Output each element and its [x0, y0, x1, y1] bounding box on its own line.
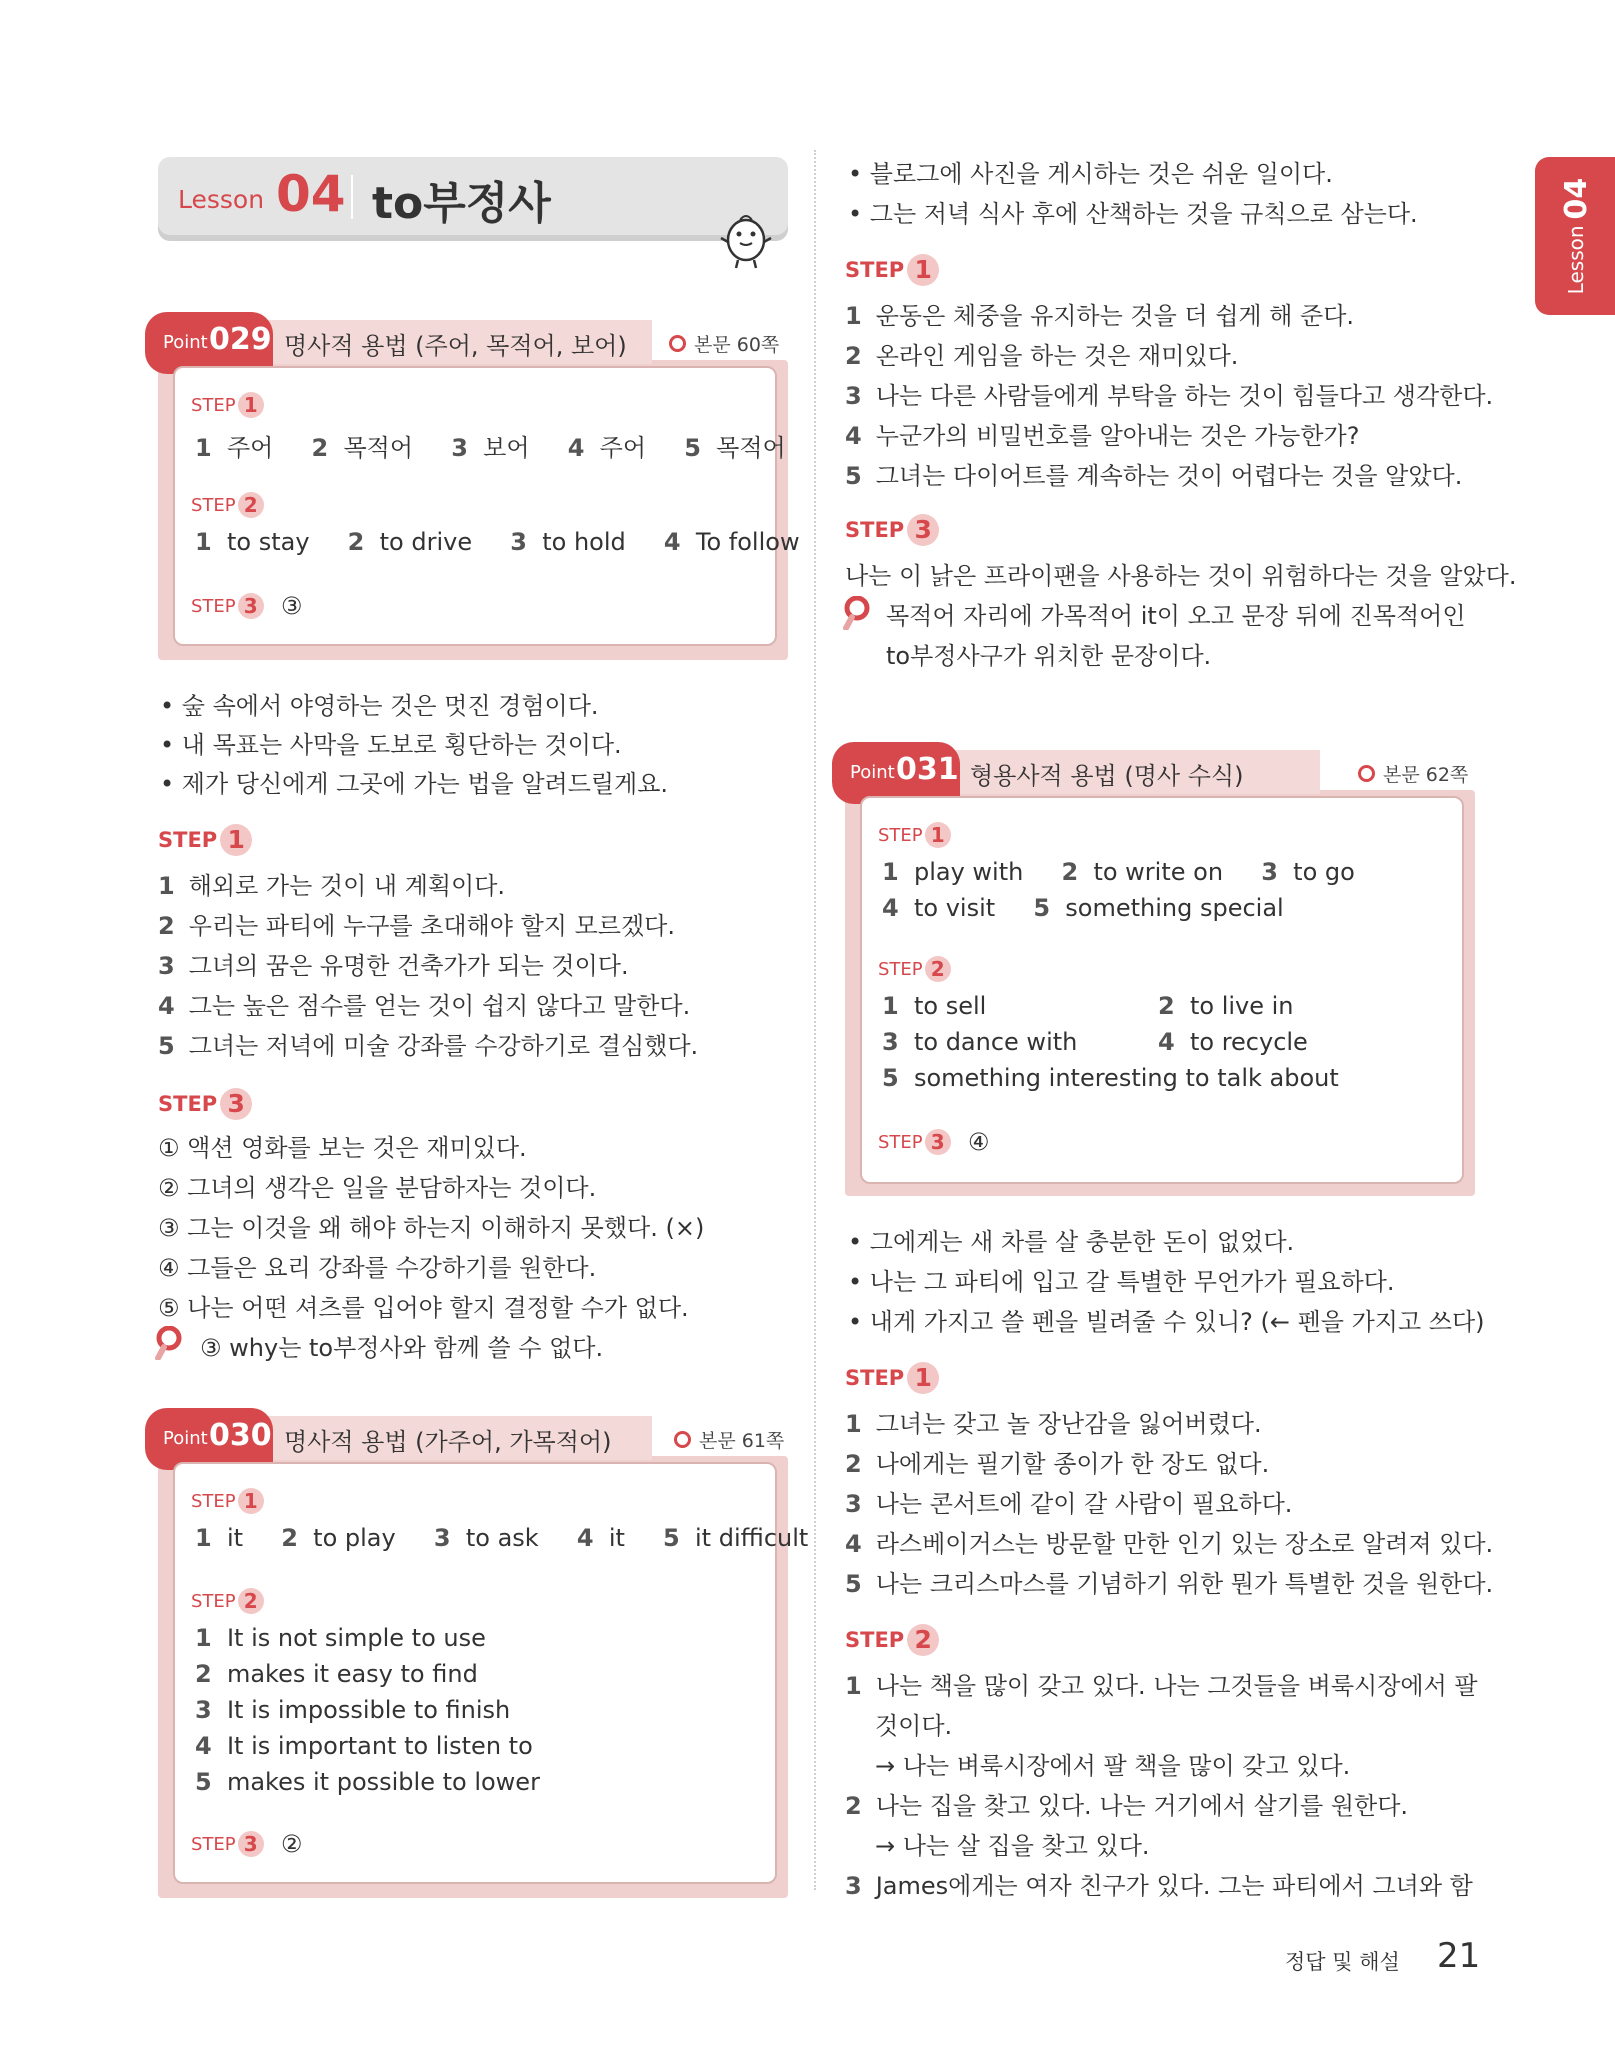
point031-step1-row: 4 to visit 5 something special — [882, 894, 1284, 922]
step-label: STEP 3 ④ — [878, 1128, 990, 1156]
answer-line: 4 그는 높은 점수를 얻는 것이 쉽지 않다고 말한다. — [158, 992, 691, 1020]
answer-line: 4 누군가의 비밀번호를 알아내는 것은 가능한가? — [845, 422, 1360, 450]
answer-line: 4 라스베이거스는 방문할 만한 인기 있는 장소로 알려져 있다. — [845, 1530, 1494, 1558]
point-number: 031 — [896, 752, 959, 787]
answer-line: → 나는 벼룩시장에서 팔 책을 많이 갖고 있다. — [875, 1752, 1351, 1780]
answer-line: 1 나는 책을 많이 갖고 있다. 나는 그것들을 벼룩시장에서 팔 — [845, 1672, 1478, 1700]
answer-line: 2 나는 집을 찾고 있다. 나는 거기에서 살기를 원한다. — [845, 1792, 1409, 1820]
point-label: Point — [850, 762, 895, 783]
bullet-line: • 그에게는 새 차를 살 충분한 돈이 없었다. — [848, 1228, 1295, 1256]
point030-step2-item: 2 makes it easy to find — [195, 1660, 478, 1688]
magnifier-icon — [154, 1326, 184, 1360]
point031-badge — [832, 742, 960, 804]
answer-line: ① 액션 영화를 보는 것은 재미있다. — [158, 1134, 527, 1162]
point030-step2-item: 5 makes it possible to lower — [195, 1768, 540, 1796]
answer-line: 5 나는 크리스마스를 기념하기 위한 뭔가 특별한 것을 원한다. — [845, 1570, 1494, 1598]
point031-step2-item: 3 to dance with — [882, 1028, 1078, 1056]
step-label: STEP 3 ③ — [191, 592, 303, 620]
answer-line: 3 나는 다른 사람들에게 부탁을 하는 것이 힘들다고 생각한다. — [845, 382, 1494, 410]
ref-circle-icon — [674, 1431, 691, 1448]
step-heading: STEP 1 — [158, 824, 252, 856]
point031-card — [860, 796, 1464, 1184]
step-label: STEP 1 — [191, 1488, 264, 1514]
explanation-note: 목적어 자리에 가목적어 it이 오고 문장 뒤에 진목적어인 — [886, 602, 1466, 630]
point031-step2-item: 5 something interesting to talk about — [882, 1064, 1339, 1092]
answer-line: 2 온라인 게임을 하는 것은 재미있다. — [845, 342, 1239, 370]
bullet-line: • 블로그에 사진을 게시하는 것은 쉬운 일이다. — [848, 160, 1333, 188]
step-label: STEP 1 — [191, 392, 264, 418]
step-heading: STEP 2 — [845, 1624, 939, 1656]
bullet-line: • 그는 저녁 식사 후에 산책하는 것을 규칙으로 삼는다. — [848, 200, 1418, 228]
point-label: Point — [163, 332, 208, 353]
point029-title: 명사적 용법 (주어, 목적어, 보어) — [284, 332, 627, 360]
point031-ref — [1358, 760, 1468, 787]
answer-line: 1 운동은 체중을 유지하는 것을 더 쉽게 해 준다. — [845, 302, 1355, 330]
explanation-note: ③ why는 to부정사와 함께 쓸 수 없다. — [200, 1334, 604, 1362]
answer-line: 2 우리는 파티에 누구를 초대해야 할지 모르겠다. — [158, 912, 675, 940]
point029-card — [173, 366, 800, 646]
point030-step2-item: 1 It is not simple to use — [195, 1624, 486, 1652]
answer-line: ③ 그는 이것을 왜 해야 하는지 이해하지 못했다. (×) — [158, 1214, 705, 1242]
point030-badge — [145, 1408, 273, 1470]
point029-badge — [145, 312, 273, 374]
step-heading: STEP 1 — [845, 1362, 939, 1394]
point031-step2-item: 1 to sell — [882, 992, 987, 1020]
column-divider — [814, 150, 816, 1890]
point-number: 030 — [209, 1418, 272, 1453]
step-label: STEP 1 — [878, 822, 951, 848]
answer-line: → 나는 살 집을 찾고 있다. — [875, 1832, 1150, 1860]
magnifier-icon — [842, 596, 872, 630]
point-label: Point — [163, 1428, 208, 1449]
point029-ref — [669, 330, 779, 357]
point030-step1-row: 1 it 2 to play 3 to ask 4 it 5 it difficult — [195, 1524, 809, 1552]
point030-card — [173, 1462, 809, 1884]
answer-line: 2 나에게는 필기할 종이가 한 장도 없다. — [845, 1450, 1270, 1478]
step-label: STEP 2 — [191, 1588, 264, 1614]
ref-circle-icon — [669, 335, 686, 352]
answer-line: ④ 그들은 요리 강좌를 수강하기를 원한다. — [158, 1254, 597, 1282]
bullet-line: • 내게 가지고 쓸 펜을 빌려줄 수 있니? (← 펜을 가지고 쓰다) — [848, 1308, 1485, 1336]
answer-line: 것이다. — [875, 1712, 953, 1740]
ref-text: 본문 61쪽 — [699, 1430, 785, 1452]
point031-step2-item: 4 to recycle — [1158, 1028, 1308, 1056]
step-heading: STEP 3 — [845, 514, 939, 546]
point030-step2-item: 4 It is important to listen to — [195, 1732, 533, 1760]
page-number: 21 — [1437, 1936, 1481, 1976]
step-label: STEP 2 — [191, 492, 264, 518]
point030-ref — [674, 1426, 784, 1453]
ref-circle-icon — [1358, 765, 1375, 782]
lesson-side-tab — [1535, 157, 1615, 315]
point030-step2-item: 3 It is impossible to finish — [195, 1696, 511, 1724]
bullet-line: • 내 목표는 사막을 도보로 횡단하는 것이다. — [160, 731, 622, 759]
answer-line: 5 그녀는 다이어트를 계속하는 것이 어렵다는 것을 알았다. — [845, 462, 1463, 490]
lesson-header — [158, 157, 788, 235]
bullet-line: • 제가 당신에게 그곳에 가는 법을 알려드릴게요. — [160, 770, 669, 798]
ref-text: 본문 60쪽 — [694, 334, 780, 356]
answer-line: 1 해외로 가는 것이 내 계획이다. — [158, 872, 506, 900]
step-label: STEP 3 ② — [191, 1830, 303, 1858]
lesson-separator — [351, 175, 353, 219]
point031-step2-item: 2 to live in — [1158, 992, 1294, 1020]
step-label: STEP 2 — [878, 956, 951, 982]
footer-label: 정답 및 해설 — [1285, 1950, 1400, 1974]
answer-line: 5 그녀는 저녁에 미술 강좌를 수강하기로 결심했다. — [158, 1032, 699, 1060]
point029-step2-row: 1 to stay 2 to drive 3 to hold 4 To follow — [195, 528, 800, 556]
lesson-label: Lesson — [178, 185, 265, 214]
point030-title: 명사적 용법 (가주어, 가목적어) — [284, 1428, 612, 1456]
point031-title: 형용사적 용법 (명사 수식) — [970, 762, 1244, 790]
point031-step1-row: 1 play with 2 to write on 3 to go — [882, 858, 1355, 886]
answer-line: ② 그녀의 생각은 일을 분담하자는 것이다. — [158, 1174, 597, 1202]
ref-text: 본문 62쪽 — [1383, 764, 1469, 786]
answer-line: 나는 이 낡은 프라이팬을 사용하는 것이 위험하다는 것을 알았다. — [845, 562, 1517, 590]
step-heading: STEP 3 — [158, 1088, 252, 1120]
answer-line: 1 그녀는 갖고 놀 장난감을 잃어버렸다. — [845, 1410, 1262, 1438]
point-number: 029 — [209, 322, 272, 357]
bullet-line: • 숲 속에서 야영하는 것은 멋진 경험이다. — [160, 692, 599, 720]
answer-line: ⑤ 나는 어떤 셔츠를 입어야 할지 결정할 수가 없다. — [158, 1294, 689, 1322]
lesson-title: to부정사 — [372, 178, 551, 229]
explanation-note: to부정사구가 위치한 문장이다. — [886, 642, 1212, 670]
answer-line: 3 그녀의 꿈은 유명한 건축가가 되는 것이다. — [158, 952, 629, 980]
answer-line: 3 나는 콘서트에 같이 갈 사람이 필요하다. — [845, 1490, 1293, 1518]
side-tab-label: Lesson — [1564, 225, 1588, 295]
mascot-icon — [718, 210, 774, 272]
bullet-line: • 나는 그 파티에 입고 갈 특별한 무언가가 필요하다. — [848, 1268, 1395, 1296]
point029-step1-row: 1 주어 2 목적어 3 보어 4 주어 5 목적어 — [195, 434, 786, 462]
answer-line: 3 James에게는 여자 친구가 있다. 그는 파티에서 그녀와 함 — [845, 1872, 1473, 1900]
lesson-number: 04 — [276, 165, 346, 223]
side-tab-number: 04 — [1558, 177, 1594, 220]
step-heading: STEP 1 — [845, 254, 939, 286]
